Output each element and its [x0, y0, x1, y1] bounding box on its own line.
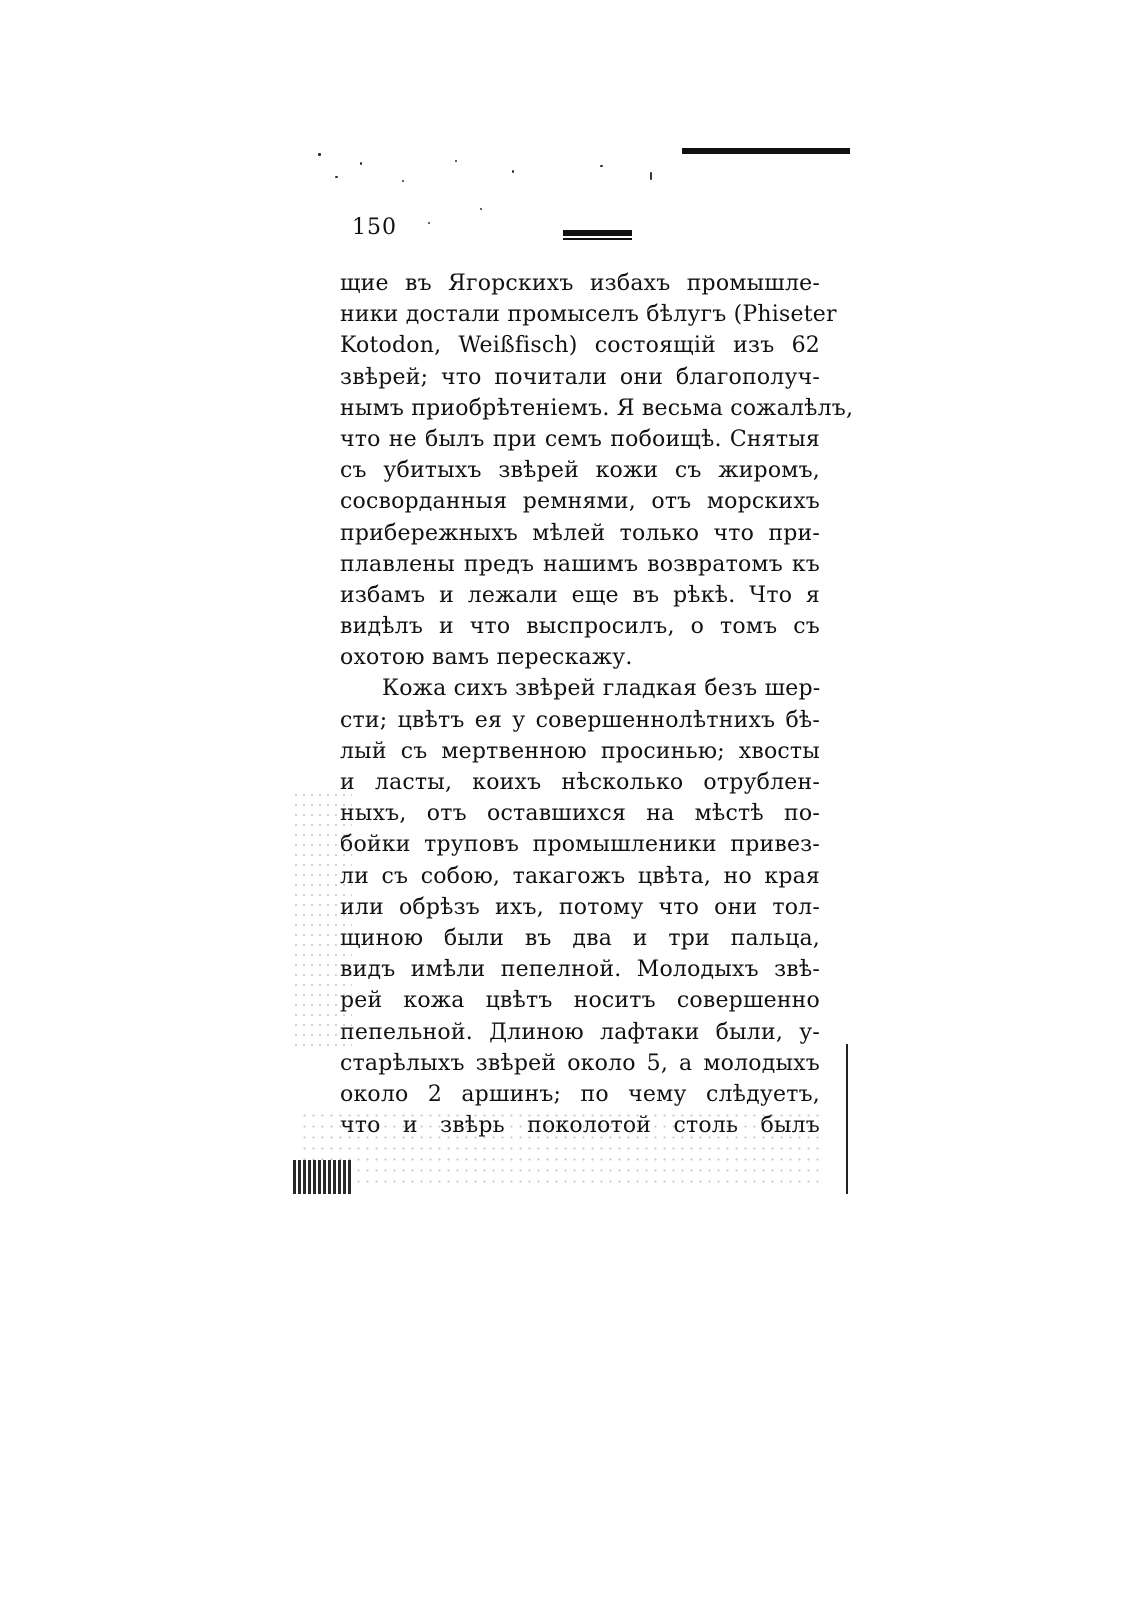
- text-line: ники достали промыселъ бѣлугъ (Phiseter: [340, 302, 837, 328]
- text-line: и ласты, коихъ нѣсколько отрублен-: [340, 770, 820, 795]
- text-line: ли съ собою, такагожъ цвѣта, но края: [340, 863, 820, 889]
- page-number: 150: [352, 215, 397, 240]
- text-line: лый съ мертвенною просинью; хвосты: [340, 738, 820, 764]
- scan-speck: [455, 160, 457, 162]
- text-line: Кожа сихъ звѣрей гладкая безъ шер-: [382, 676, 821, 702]
- text-line: сосворданныя ремнями, отъ морскихъ: [340, 489, 820, 515]
- scan-speck: [335, 176, 338, 178]
- scan-noise-left: [292, 790, 352, 1050]
- body-text: [340, 268, 854, 1141]
- scan-speck: [600, 165, 603, 167]
- text-line: нымъ приобрѣтеніемъ. Я весьма сожалѣлъ,: [340, 395, 854, 421]
- text-line: пепельной. Длиною лафтаки были, у-: [340, 1019, 820, 1045]
- text-line: бойки труповъ промышленики привез-: [340, 832, 820, 858]
- text-line: плавлены предъ нашимъ возвратомъ къ: [340, 551, 820, 577]
- text-line: что не былъ при семъ побоищѣ. Снятыя: [340, 426, 820, 452]
- text-line: старѣлыхъ звѣрей около 5, а молодыхъ: [340, 1050, 820, 1076]
- text-line: Kotodon, Weißfisch) состоящій изъ 62: [340, 333, 820, 359]
- text-line: съ убитыхъ звѣрей кожи съ жиромъ,: [340, 458, 820, 484]
- text-line: прибережныхъ мѣлей только что при-: [340, 520, 820, 546]
- text-line: охотою вамъ перескажу.: [340, 645, 633, 671]
- text-line: видъ имѣли пепелной. Молодыхъ звѣ-: [340, 957, 820, 983]
- top-rule: [682, 148, 850, 154]
- text-line: избамъ и лежали еще въ рѣкѣ. Что я: [340, 582, 820, 608]
- scan-noise-bottom: [300, 1110, 820, 1190]
- header-ornament: [563, 230, 632, 236]
- text-line: около 2 аршинъ; по чему слѣдуетъ,: [340, 1081, 820, 1107]
- scan-speck: [318, 153, 321, 156]
- text-line: или обрѣзъ ихъ, потому что они тол-: [340, 894, 820, 920]
- scan-speck: [480, 208, 482, 210]
- scan-artifact: [293, 1160, 353, 1194]
- scan-speck: [650, 172, 652, 180]
- text-line: что и звѣрь поколотой столь былъ: [340, 1113, 820, 1139]
- text-line: ныхъ, отъ оставшихся на мѣстѣ по-: [340, 801, 820, 827]
- text-line: щие въ Ягорскихъ избахъ промышле-: [340, 271, 820, 296]
- text-line: сти; цвѣтъ ея у совершеннолѣтнихъ бѣ-: [340, 707, 820, 733]
- text-line: видѣлъ и что выспросилъ, о томъ съ: [340, 614, 820, 640]
- scan-speck: [402, 180, 404, 182]
- margin-mark: [846, 1044, 848, 1194]
- scan-speck: [512, 170, 514, 173]
- scan-speck: [360, 162, 362, 165]
- scan-speck: [428, 222, 430, 224]
- text-line: щиною были въ два и три пальца,: [340, 925, 820, 951]
- text-line: рей кожа цвѣтъ носитъ совершенно: [340, 988, 820, 1014]
- text-line: звѣрей; что почитали они благополуч-: [340, 364, 820, 390]
